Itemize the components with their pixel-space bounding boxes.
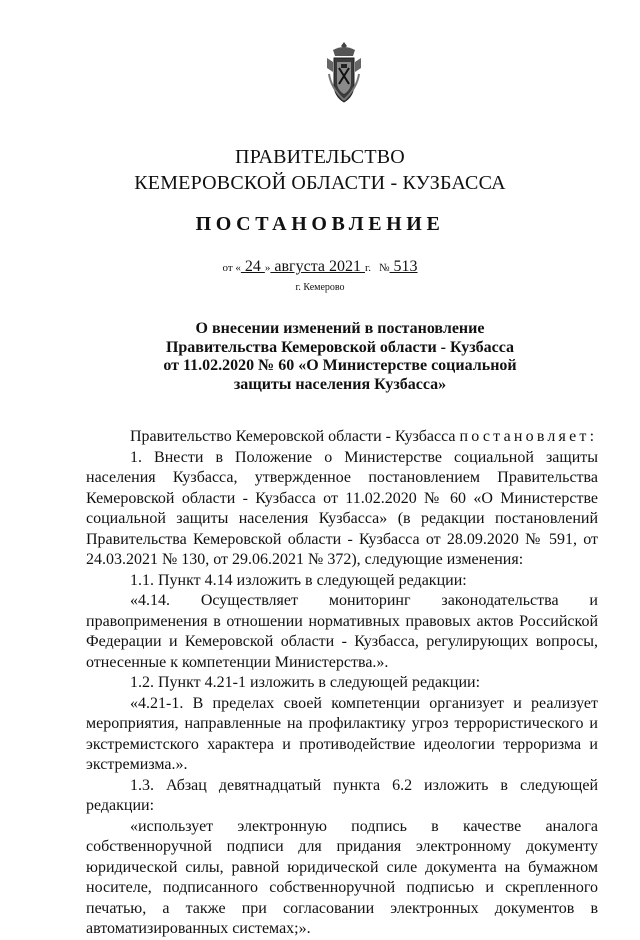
number-sign: №	[379, 262, 390, 274]
date-day: 24	[240, 258, 265, 275]
coat-of-arms-emblem	[325, 40, 363, 108]
preamble-paragraph	[86, 427, 598, 448]
subject-line: защиты населения Кузбасса»	[233, 375, 447, 393]
paragraph-1-3: 1.3. Абзац девятнадцатый пункта 6.2 изложить в следующей редакции:	[86, 776, 598, 814]
paragraph-1-2-text: «4.21-1. В пределах своей компетенции организует и реализует мероприятия, направленные на профилактику угроз террористического и экстремистского характера и противодействие идеологии терроризма и экстремизма.».	[86, 694, 598, 773]
subject-line: Правительства Кемеровской области - Кузбасса	[165, 338, 515, 356]
date-from-label: от «	[222, 262, 241, 274]
paragraph-1-1-text: «4.14. Осуществляет мониторинг законодательства и правоприменения в отношении нормативных правовых актов Российской Федерации и Кемеровской области - Кузбасса, регулирующих вопросы, отнесенные к компетенции Министерства.».	[86, 592, 598, 671]
preamble-prefix: Правительство Кемеровской области - Кузбасса	[130, 428, 456, 445]
government-name-line1: ПРАВИТЕЛЬСТВО	[235, 146, 405, 168]
preamble-verb: постановляет:	[459, 428, 598, 445]
date-number-line	[0, 258, 640, 276]
document-body	[86, 427, 598, 940]
paragraph-1-2: 1.2. Пункт 4.21-1 изложить в следующей редакции:	[130, 674, 481, 691]
date-month-year: августа 2021	[270, 258, 365, 275]
subject-line: О внесении изменений в постановление	[195, 320, 485, 337]
paragraph-1-1: 1.1. Пункт 4.14 изложить в следующей редакции:	[130, 571, 467, 589]
government-name-line2: КЕМЕРОВСКОЙ ОБЛАСТИ - КУЗБАССА	[134, 172, 506, 194]
city-label: г. Кемерово	[295, 282, 345, 293]
paragraph-1-3-text: «использует электронную подпись в качестве аналога собственноручной подписи для придания электронному документу юридической силы, равной юридической силе документа на бумажном носителе, подписанного собственноручной подписью и скрепленного печатью, а также при согласовании электронных документов в автоматизированных системах;».	[86, 817, 598, 937]
date-year-suffix: г.	[365, 262, 372, 274]
paragraph-1: 1. Внести в Положение о Министерстве социальной защиты населения Кузбасса, утвержденное постановлением Правительства Кемеровской области - Кузбасса от 11.02.2020 № 60 «О Министерстве социальной защиты населения Кузбасса» (в редакции постановлений Правительства Кемеровской области - Кузбасса от 28.09.2020 № 591, от 24.03.2021 № 130, от 29.06.2021 № 372), следующие изменения:	[86, 448, 598, 568]
document-type-title: ПОСТАНОВЛЕНИЕ	[195, 213, 445, 235]
document-subject	[120, 320, 560, 394]
document-number: 513	[389, 258, 418, 275]
date-quote-close: »	[264, 262, 271, 274]
subject-line: от 11.02.2020 № 60 «О Министерстве социальной	[163, 357, 517, 374]
